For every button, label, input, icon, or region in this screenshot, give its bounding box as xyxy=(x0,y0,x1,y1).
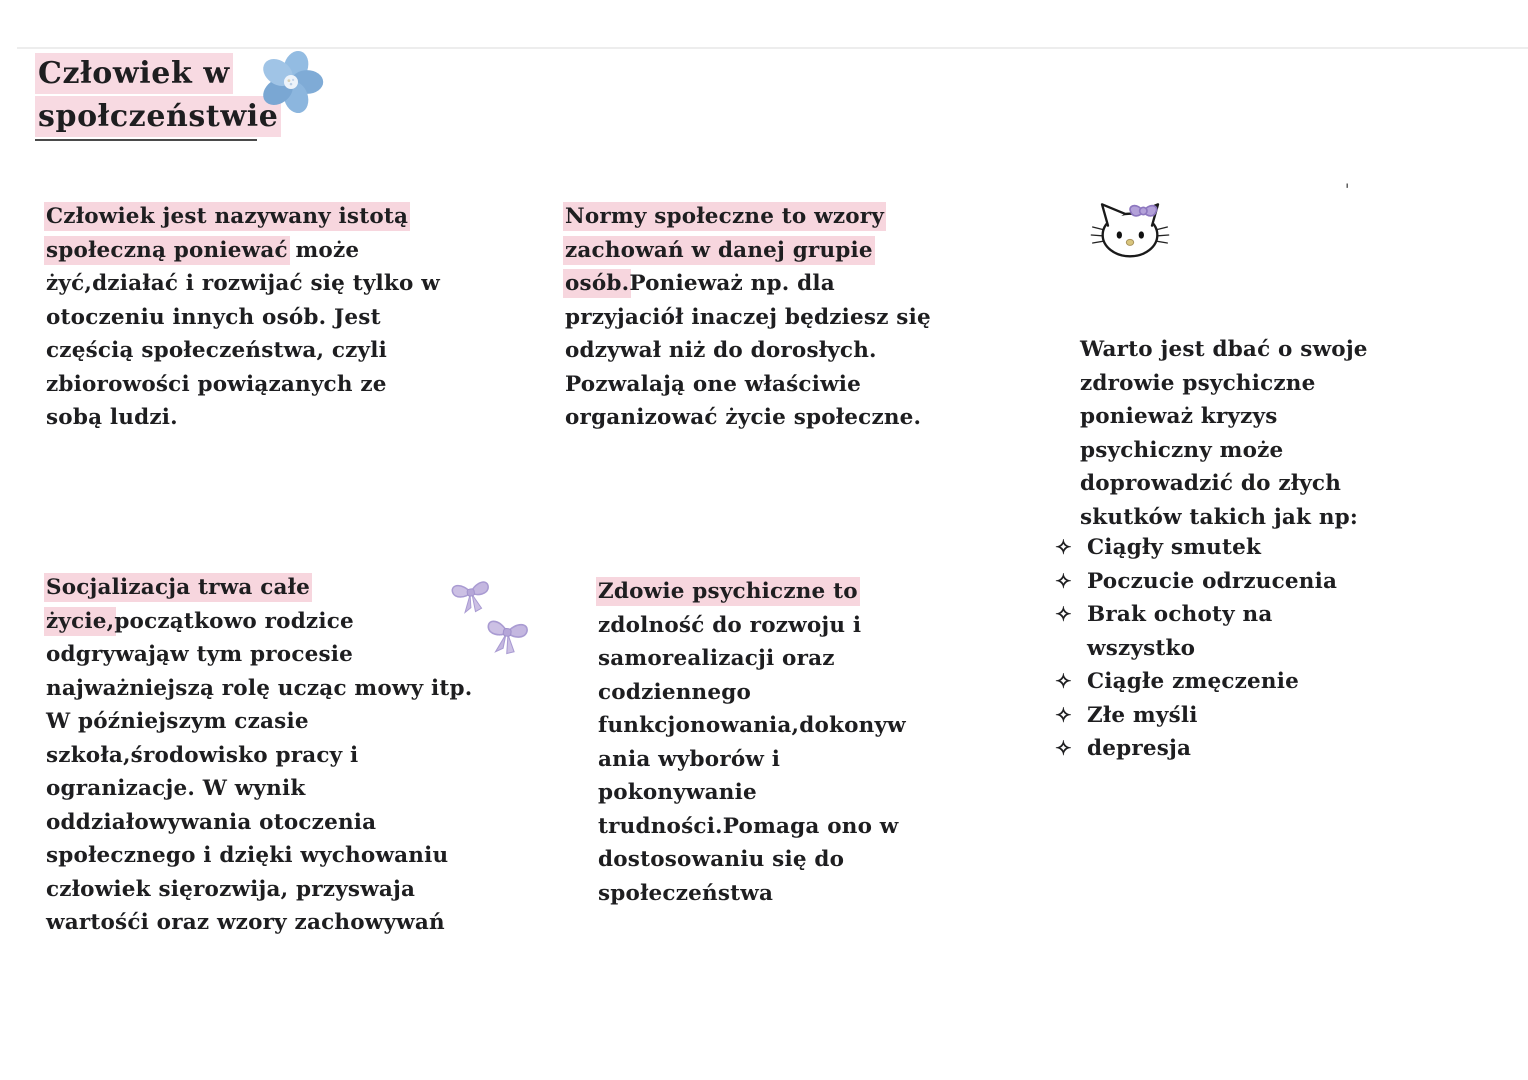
paragraph-mental-health-care xyxy=(1080,333,1368,534)
symptom-label: wszystko xyxy=(1087,635,1196,661)
text-line: zdolność do rozwoju i xyxy=(598,612,862,638)
paragraph-social-being xyxy=(46,200,440,435)
text-line: społeczną poniewać może xyxy=(46,237,360,263)
text-line: żyć,działać i rozwijać się tylko w xyxy=(46,271,440,296)
symptom-label: Złe myśli xyxy=(1087,702,1198,728)
text-line: W późniejszym czasie xyxy=(46,709,309,734)
blue-flower-icon xyxy=(256,46,326,118)
stray-mark: ' xyxy=(1345,180,1350,199)
text-line: społczeństwie xyxy=(38,99,279,134)
text-line: częścią społeczeństwa, czyli xyxy=(46,338,387,363)
symptom-label: Ciągły smutek xyxy=(1087,535,1262,560)
text-line: ogranizacje. W wynik xyxy=(46,776,306,801)
text-line: odzywał niż do dorosłych. xyxy=(565,338,877,363)
text-line: sobą ludzi. xyxy=(46,405,178,430)
text-line: trudności.Pomaga ono w xyxy=(598,813,899,839)
text-line: Normy społeczne to wzory xyxy=(565,204,885,229)
text-line: Pozwalają one właściwie xyxy=(565,371,862,397)
text-line: człowiek sięrozwija, przyswaja xyxy=(46,876,416,902)
text-line: skutków takich jak np: xyxy=(1080,504,1359,530)
text-line: codziennego xyxy=(598,679,752,705)
text-line: ponieważ kryzys xyxy=(1080,404,1278,429)
page-title xyxy=(38,52,278,138)
symptom-item xyxy=(1055,665,1337,699)
text-line: osób.Ponieważ np. dla xyxy=(565,271,835,296)
text-line: życie,początkowo rodzice xyxy=(46,608,354,634)
symptom-item xyxy=(1055,632,1337,666)
text-line: szkoła,środowisko pracy i xyxy=(46,742,359,768)
diamond-bullet-icon: ✧ xyxy=(1055,669,1072,693)
symptom-label: Poczucie odrzucenia xyxy=(1087,568,1338,594)
text-line: Zdowie psychiczne to xyxy=(598,579,858,604)
text-line: Człowiek jest nazywany istotą xyxy=(46,204,409,229)
text-line: odgrywająw tym procesie xyxy=(46,642,354,667)
text-line: funkcjonowania,dokonyw xyxy=(598,713,906,738)
text-line: pokonywanie xyxy=(598,780,757,805)
diamond-bullet-icon: ✧ xyxy=(1055,736,1072,760)
text-line: społeczeństwa xyxy=(598,880,774,906)
text-line: zdrowie psychiczne xyxy=(1080,370,1316,396)
text-line: przyjaciół inaczej będziesz się xyxy=(565,304,931,330)
hello-kitty-face-icon xyxy=(1090,200,1170,262)
text-line: Człowiek w xyxy=(38,56,230,91)
text-line: oddziałowywania otoczenia xyxy=(46,809,377,835)
symptom-label: Brak ochoty na xyxy=(1087,602,1273,627)
text-line: dostosowaniu się do xyxy=(598,847,845,872)
diamond-bullet-icon xyxy=(1055,632,1087,666)
symptom-item xyxy=(1055,699,1337,733)
text-line: samorealizacji oraz xyxy=(598,646,835,671)
text-line: Warto jest dbać o swoje xyxy=(1080,337,1368,362)
symptom-label: Ciągłe zmęczenie xyxy=(1087,669,1299,694)
diamond-bullet-icon: ✧ xyxy=(1055,568,1072,593)
symptom-label: depresja xyxy=(1087,736,1192,761)
text-line: ania wyborów i xyxy=(598,746,781,772)
text-line: organizować życie społeczne. xyxy=(565,405,922,430)
paragraph-social-norms xyxy=(565,200,931,435)
text-line: otoczeniu innych osób. Jest xyxy=(46,304,381,330)
symptom-item xyxy=(1055,531,1337,565)
text-line: doprowadzić do złych xyxy=(1080,471,1342,496)
diamond-bullet-icon: ✧ xyxy=(1055,602,1072,626)
lavender-ribbon-bows-icon xyxy=(444,570,539,665)
text-line: najważniejszą rolę ucząc mowy itp. xyxy=(46,675,473,701)
diamond-bullet-icon: ✧ xyxy=(1055,702,1072,727)
text-line: Socjalizacja trwa całe xyxy=(46,575,310,600)
text-line: zachowań w danej grupie xyxy=(565,237,873,263)
top-divider xyxy=(17,47,1528,49)
symptoms-list xyxy=(1055,531,1337,766)
text-line: społecznego i dzięki wychowaniu xyxy=(46,843,449,868)
symptom-item xyxy=(1055,565,1337,599)
paragraph-mental-health-definition xyxy=(598,575,906,910)
symptom-item xyxy=(1055,598,1337,632)
text-line: wartośći oraz wzory zachowywań xyxy=(46,910,445,935)
diamond-bullet-icon: ✧ xyxy=(1055,535,1072,559)
text-line: zbiorowości powiązanych ze xyxy=(46,371,387,397)
title-underline xyxy=(35,139,257,141)
symptom-item xyxy=(1055,732,1337,766)
text-line: psychiczny może xyxy=(1080,437,1284,463)
paragraph-socialization xyxy=(46,571,472,940)
